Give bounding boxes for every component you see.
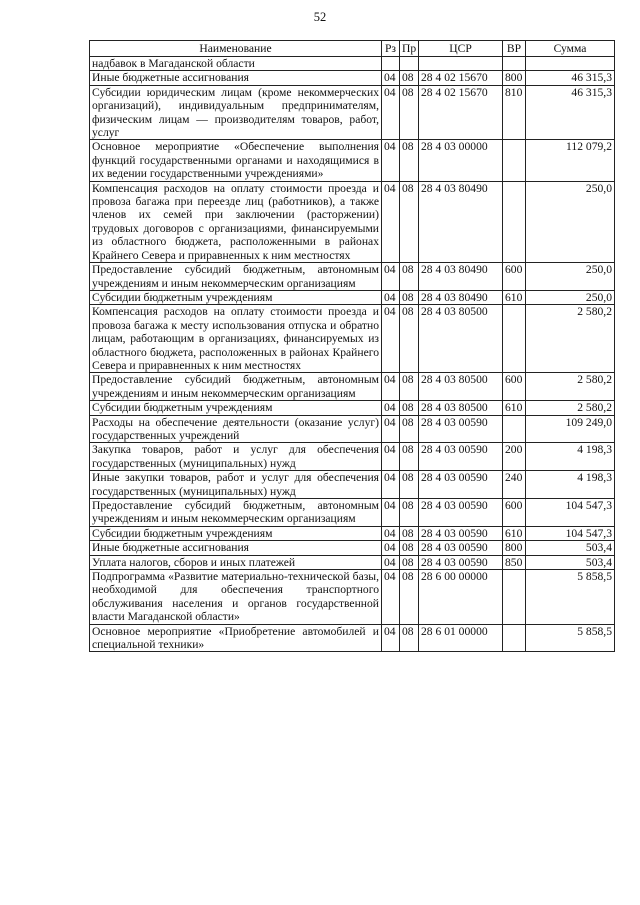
table-row [90,570,615,625]
cell-sum: 112 079,2 [526,140,615,181]
cell-vr [503,140,526,181]
cell-name: Компенсация расходов на оплату стоимости проезда и провоза багажа при переезде лиц (работников), а также членов их семей при заключении (расторжении) трудовых договоров с организациями, финансируемыми из областного бюджета, расположенными в районах Крайнего Севера и приравненных к ним местностях [90,181,382,262]
table-header-row [90,41,615,57]
cell-csr: 28 4 03 00590 [419,471,503,499]
cell-vr [503,570,526,625]
cell-sum: 503,4 [526,541,615,555]
table-row [90,401,615,415]
cell-pr: 08 [400,555,419,569]
cell-sum: 250,0 [526,263,615,291]
cell-sum: 104 547,3 [526,526,615,540]
cell-csr: 28 6 01 00000 [419,624,503,652]
cell-name: Субсидии бюджетным учреждениям [90,290,382,304]
cell-rz: 04 [382,305,400,373]
cell-name: Уплата налогов, сборов и иных платежей [90,555,382,569]
cell-vr: 600 [503,373,526,401]
table-row [90,263,615,291]
cell-csr: 28 4 03 00590 [419,499,503,527]
cell-vr: 200 [503,443,526,471]
cell-pr: 08 [400,290,419,304]
cell-rz: 04 [382,541,400,555]
cell-pr: 08 [400,541,419,555]
cell-pr: 08 [400,526,419,540]
cell-rz: 04 [382,555,400,569]
cell-rz: 04 [382,373,400,401]
cell-name: Субсидии бюджетным учреждениям [90,401,382,415]
cell-vr: 610 [503,526,526,540]
cell-csr [419,57,503,71]
cell-csr: 28 4 03 80490 [419,290,503,304]
table-row [90,85,615,140]
cell-sum: 2 580,2 [526,305,615,373]
cell-sum: 46 315,3 [526,71,615,85]
cell-name: Субсидии бюджетным учреждениям [90,526,382,540]
cell-pr: 08 [400,305,419,373]
header-csr: ЦСР [419,41,503,57]
cell-vr [503,624,526,652]
table-body [90,57,615,652]
header-name: Наименование [90,41,382,57]
cell-csr: 28 4 03 00590 [419,526,503,540]
table-row [90,373,615,401]
cell-vr: 610 [503,401,526,415]
table-row [90,541,615,555]
cell-csr: 28 4 03 80490 [419,263,503,291]
cell-sum: 250,0 [526,290,615,304]
cell-rz: 04 [382,401,400,415]
cell-sum: 2 580,2 [526,401,615,415]
cell-vr: 610 [503,290,526,304]
cell-name: надбавок в Магаданской области [90,57,382,71]
cell-name: Предоставление субсидий бюджетным, автономным учреждениям и иным некоммерческим организациям [90,263,382,291]
cell-csr: 28 4 03 80500 [419,305,503,373]
cell-sum: 250,0 [526,181,615,262]
cell-name: Основное мероприятие «Обеспечение выполнения функций государственными органами и находящимися в их ведении государственными учреждениями» [90,140,382,181]
cell-pr: 08 [400,373,419,401]
cell-sum: 104 547,3 [526,499,615,527]
cell-rz: 04 [382,570,400,625]
table-row [90,290,615,304]
cell-name: Компенсация расходов на оплату стоимости проезда и провоза багажа к месту использования отпуска и обратно лицам, работающим в организациях, финансируемых из областного бюджета, расположенных в районах Крайнего Севера и приравненных к ним местностях [90,305,382,373]
cell-vr [503,415,526,443]
cell-pr: 08 [400,71,419,85]
cell-sum: 4 198,3 [526,443,615,471]
page-number: 52 [313,10,327,24]
cell-pr: 08 [400,401,419,415]
cell-sum: 5 858,5 [526,570,615,625]
cell-name: Иные закупки товаров, работ и услуг для обеспечения государственных (муниципальных) нужд [90,471,382,499]
cell-vr: 810 [503,85,526,140]
cell-vr: 800 [503,541,526,555]
header-sum: Сумма [526,41,615,57]
cell-rz: 04 [382,526,400,540]
table-row [90,140,615,181]
cell-rz: 04 [382,443,400,471]
table-row [90,181,615,262]
cell-pr: 08 [400,570,419,625]
cell-pr: 08 [400,443,419,471]
cell-rz: 04 [382,290,400,304]
cell-rz: 04 [382,415,400,443]
cell-rz [382,57,400,71]
cell-pr: 08 [400,415,419,443]
table-row [90,415,615,443]
cell-sum: 46 315,3 [526,85,615,140]
cell-sum: 4 198,3 [526,471,615,499]
cell-name: Подпрограмма «Развитие материально-технической базы, необходимой для обеспечения транспортного обслуживания населения и органов государственной власти Магаданской области» [90,570,382,625]
cell-name: Основное мероприятие «Приобретение автомобилей и специальной техники» [90,624,382,652]
cell-vr [503,305,526,373]
cell-csr: 28 4 03 00000 [419,140,503,181]
cell-rz: 04 [382,85,400,140]
cell-csr: 28 4 03 80500 [419,373,503,401]
cell-csr: 28 4 03 00590 [419,443,503,471]
cell-vr [503,57,526,71]
cell-name: Закупка товаров, работ и услуг для обеспечения государственных (муниципальных) нужд [90,443,382,471]
cell-pr: 08 [400,499,419,527]
budget-table [89,40,615,652]
table-row [90,471,615,499]
cell-sum [526,57,615,71]
cell-csr: 28 4 03 00590 [419,541,503,555]
cell-vr: 240 [503,471,526,499]
cell-vr: 800 [503,71,526,85]
cell-pr: 08 [400,263,419,291]
cell-name: Субсидии юридическим лицам (кроме некоммерческих организаций), индивидуальным предпринимателям, физическим лицам — производителям товаров, работ, услуг [90,85,382,140]
table-row [90,305,615,373]
cell-rz: 04 [382,471,400,499]
table-row [90,57,615,71]
table-row [90,624,615,652]
cell-csr: 28 4 03 00590 [419,415,503,443]
cell-rz: 04 [382,140,400,181]
cell-rz: 04 [382,263,400,291]
cell-pr: 08 [400,181,419,262]
cell-csr: 28 6 00 00000 [419,570,503,625]
header-rz: Рз [382,41,400,57]
table-row [90,526,615,540]
cell-sum: 109 249,0 [526,415,615,443]
cell-pr: 08 [400,140,419,181]
cell-pr: 08 [400,471,419,499]
cell-csr: 28 4 03 00590 [419,555,503,569]
table-row [90,71,615,85]
header-pr: Пр [400,41,419,57]
cell-vr: 600 [503,263,526,291]
cell-name: Иные бюджетные ассигнования [90,541,382,555]
cell-rz: 04 [382,624,400,652]
cell-sum: 2 580,2 [526,373,615,401]
cell-vr [503,181,526,262]
cell-sum: 503,4 [526,555,615,569]
cell-csr: 28 4 03 80490 [419,181,503,262]
cell-name: Предоставление субсидий бюджетным, автономным учреждениям и иным некоммерческим организациям [90,373,382,401]
cell-pr [400,57,419,71]
cell-vr: 850 [503,555,526,569]
cell-name: Расходы на обеспечение деятельности (оказание услуг) государственных учреждений [90,415,382,443]
cell-rz: 04 [382,71,400,85]
cell-pr: 08 [400,85,419,140]
table-row [90,443,615,471]
cell-name: Предоставление субсидий бюджетным, автономным учреждениям и иным некоммерческим организациям [90,499,382,527]
cell-csr: 28 4 02 15670 [419,85,503,140]
table-row [90,555,615,569]
cell-name: Иные бюджетные ассигнования [90,71,382,85]
table-row [90,499,615,527]
cell-pr: 08 [400,624,419,652]
cell-csr: 28 4 02 15670 [419,71,503,85]
cell-csr: 28 4 03 80500 [419,401,503,415]
cell-rz: 04 [382,499,400,527]
cell-rz: 04 [382,181,400,262]
cell-vr: 600 [503,499,526,527]
header-vr: ВР [503,41,526,57]
cell-sum: 5 858,5 [526,624,615,652]
